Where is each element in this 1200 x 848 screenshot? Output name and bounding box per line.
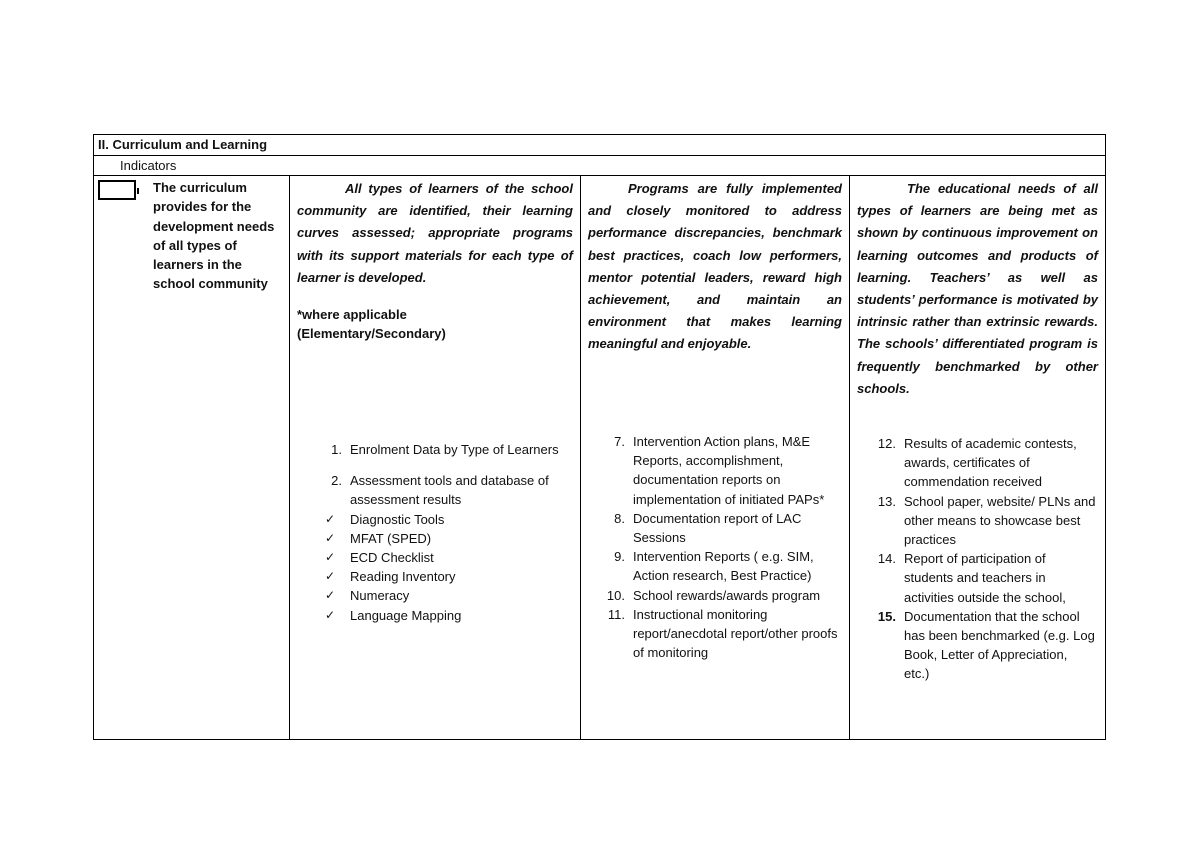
item-text: MFAT (SPED) <box>350 530 432 546</box>
list-item <box>292 440 562 459</box>
check-icon: ✓ <box>325 530 336 545</box>
checklist-item <box>292 510 562 529</box>
item-text: Numeracy <box>350 588 410 604</box>
list-item <box>846 549 1096 607</box>
check-icon: ✓ <box>325 569 336 584</box>
item-number: 8. <box>614 510 625 526</box>
item-text: Intervention Action plans, M&E Reports, accomplishment, documentation reports on implementation of initiated PAPs* <box>633 434 825 507</box>
item-number: 12. <box>877 436 896 451</box>
list-item <box>575 432 845 509</box>
criteria-table <box>93 134 1106 740</box>
item-number: 11. <box>607 606 625 622</box>
item-text: Assessment tools and database of assessment results <box>350 473 549 508</box>
item-text: Documentation report of LAC Sessions <box>633 510 802 546</box>
item-number: 14. <box>877 551 896 567</box>
item-number: 2. <box>331 473 342 489</box>
list-item <box>575 547 845 585</box>
check-icon: ✓ <box>325 550 336 565</box>
item-number: 10. <box>606 587 625 603</box>
level-3-mov-list <box>846 434 1096 684</box>
list-item <box>846 434 1096 492</box>
indicators-label: Indicators <box>94 156 1105 176</box>
checklist-item <box>292 586 562 605</box>
check-icon: ✓ <box>325 588 336 603</box>
item-text: Documentation that the school has been benchmarked (e.g. Log Book, Letter of Appreciation, etc.) <box>904 608 1095 682</box>
list-item <box>846 607 1096 684</box>
list-item <box>575 605 845 663</box>
item-number: 9. <box>614 549 625 565</box>
level-1-column <box>290 176 581 739</box>
item-number: 13. <box>877 493 896 509</box>
item-number: 15. <box>877 608 896 624</box>
check-icon: ✓ <box>325 607 336 622</box>
checklist-item <box>292 606 562 625</box>
checklist-item <box>292 548 562 567</box>
list-item <box>575 509 845 547</box>
item-text: School paper, website/ PLNs and other means to showcase best practices <box>904 493 1096 548</box>
level-3-description: The educational needs of all types of learners are being met as shown by continuous improvement on learning outcomes and products of learning. Teachers’ as well as students’ performance is motivated by intrinsic rather than extrinsic rewards. The schools’ differentiated program is frequently benchmarked by other schools. <box>857 181 1098 396</box>
level-1-note-line1: *where applicable <box>297 307 407 322</box>
item-text: Enrolment Data by Type of Learners <box>350 442 559 457</box>
level-3-column <box>850 176 1105 739</box>
item-text: Instructional monitoring report/anecdotal report/other proofs of monitoring <box>633 606 838 661</box>
item-text: Intervention Reports ( e.g. SIM, Action research, Best Practice) <box>633 549 814 584</box>
level-2-column <box>581 176 850 739</box>
indicator-checkbox[interactable] <box>98 180 136 200</box>
item-number: 1. <box>331 442 342 457</box>
level-1-description: All types of learners of the school community are identified, their learning curves assessed; appropriate programs with its support materials for each type of learner is developed. <box>297 181 573 285</box>
item-text: Report of participation of students and teachers in activities outside the school, <box>904 551 1066 605</box>
checklist-item <box>292 529 562 548</box>
list-item <box>292 471 562 509</box>
item-text: Reading Inventory <box>350 569 456 585</box>
indicator-text: The curriculum provides for the development needs of all types of learners in the school community <box>153 180 275 292</box>
level-1-mov-list <box>292 440 562 625</box>
item-text: School rewards/awards program <box>633 587 821 603</box>
level-2-mov-list <box>575 432 845 662</box>
item-text: Diagnostic Tools <box>350 511 445 527</box>
level-1-note <box>297 305 446 343</box>
indicator-column <box>94 176 290 739</box>
section-title: II. Curriculum and Learning <box>94 135 1105 156</box>
list-item <box>575 586 845 605</box>
checklist-item <box>292 567 562 586</box>
item-text: ECD Checklist <box>350 550 434 566</box>
item-text: Results of academic contests, awards, certificates of commendation received <box>904 436 1077 490</box>
item-number: 7. <box>614 434 625 449</box>
item-text: Language Mapping <box>350 607 462 623</box>
level-1-note-line2: (Elementary/Secondary) <box>297 326 446 341</box>
check-icon: ✓ <box>325 511 336 526</box>
level-2-description: Programs are fully implemented and closely monitored to address performance discrepancies, benchmark best practices, coach low performers, mentor potential leaders, reward high achievement, and maintain an environment that makes learning meaningful and enjoyable. <box>588 181 842 352</box>
list-item <box>846 492 1096 550</box>
